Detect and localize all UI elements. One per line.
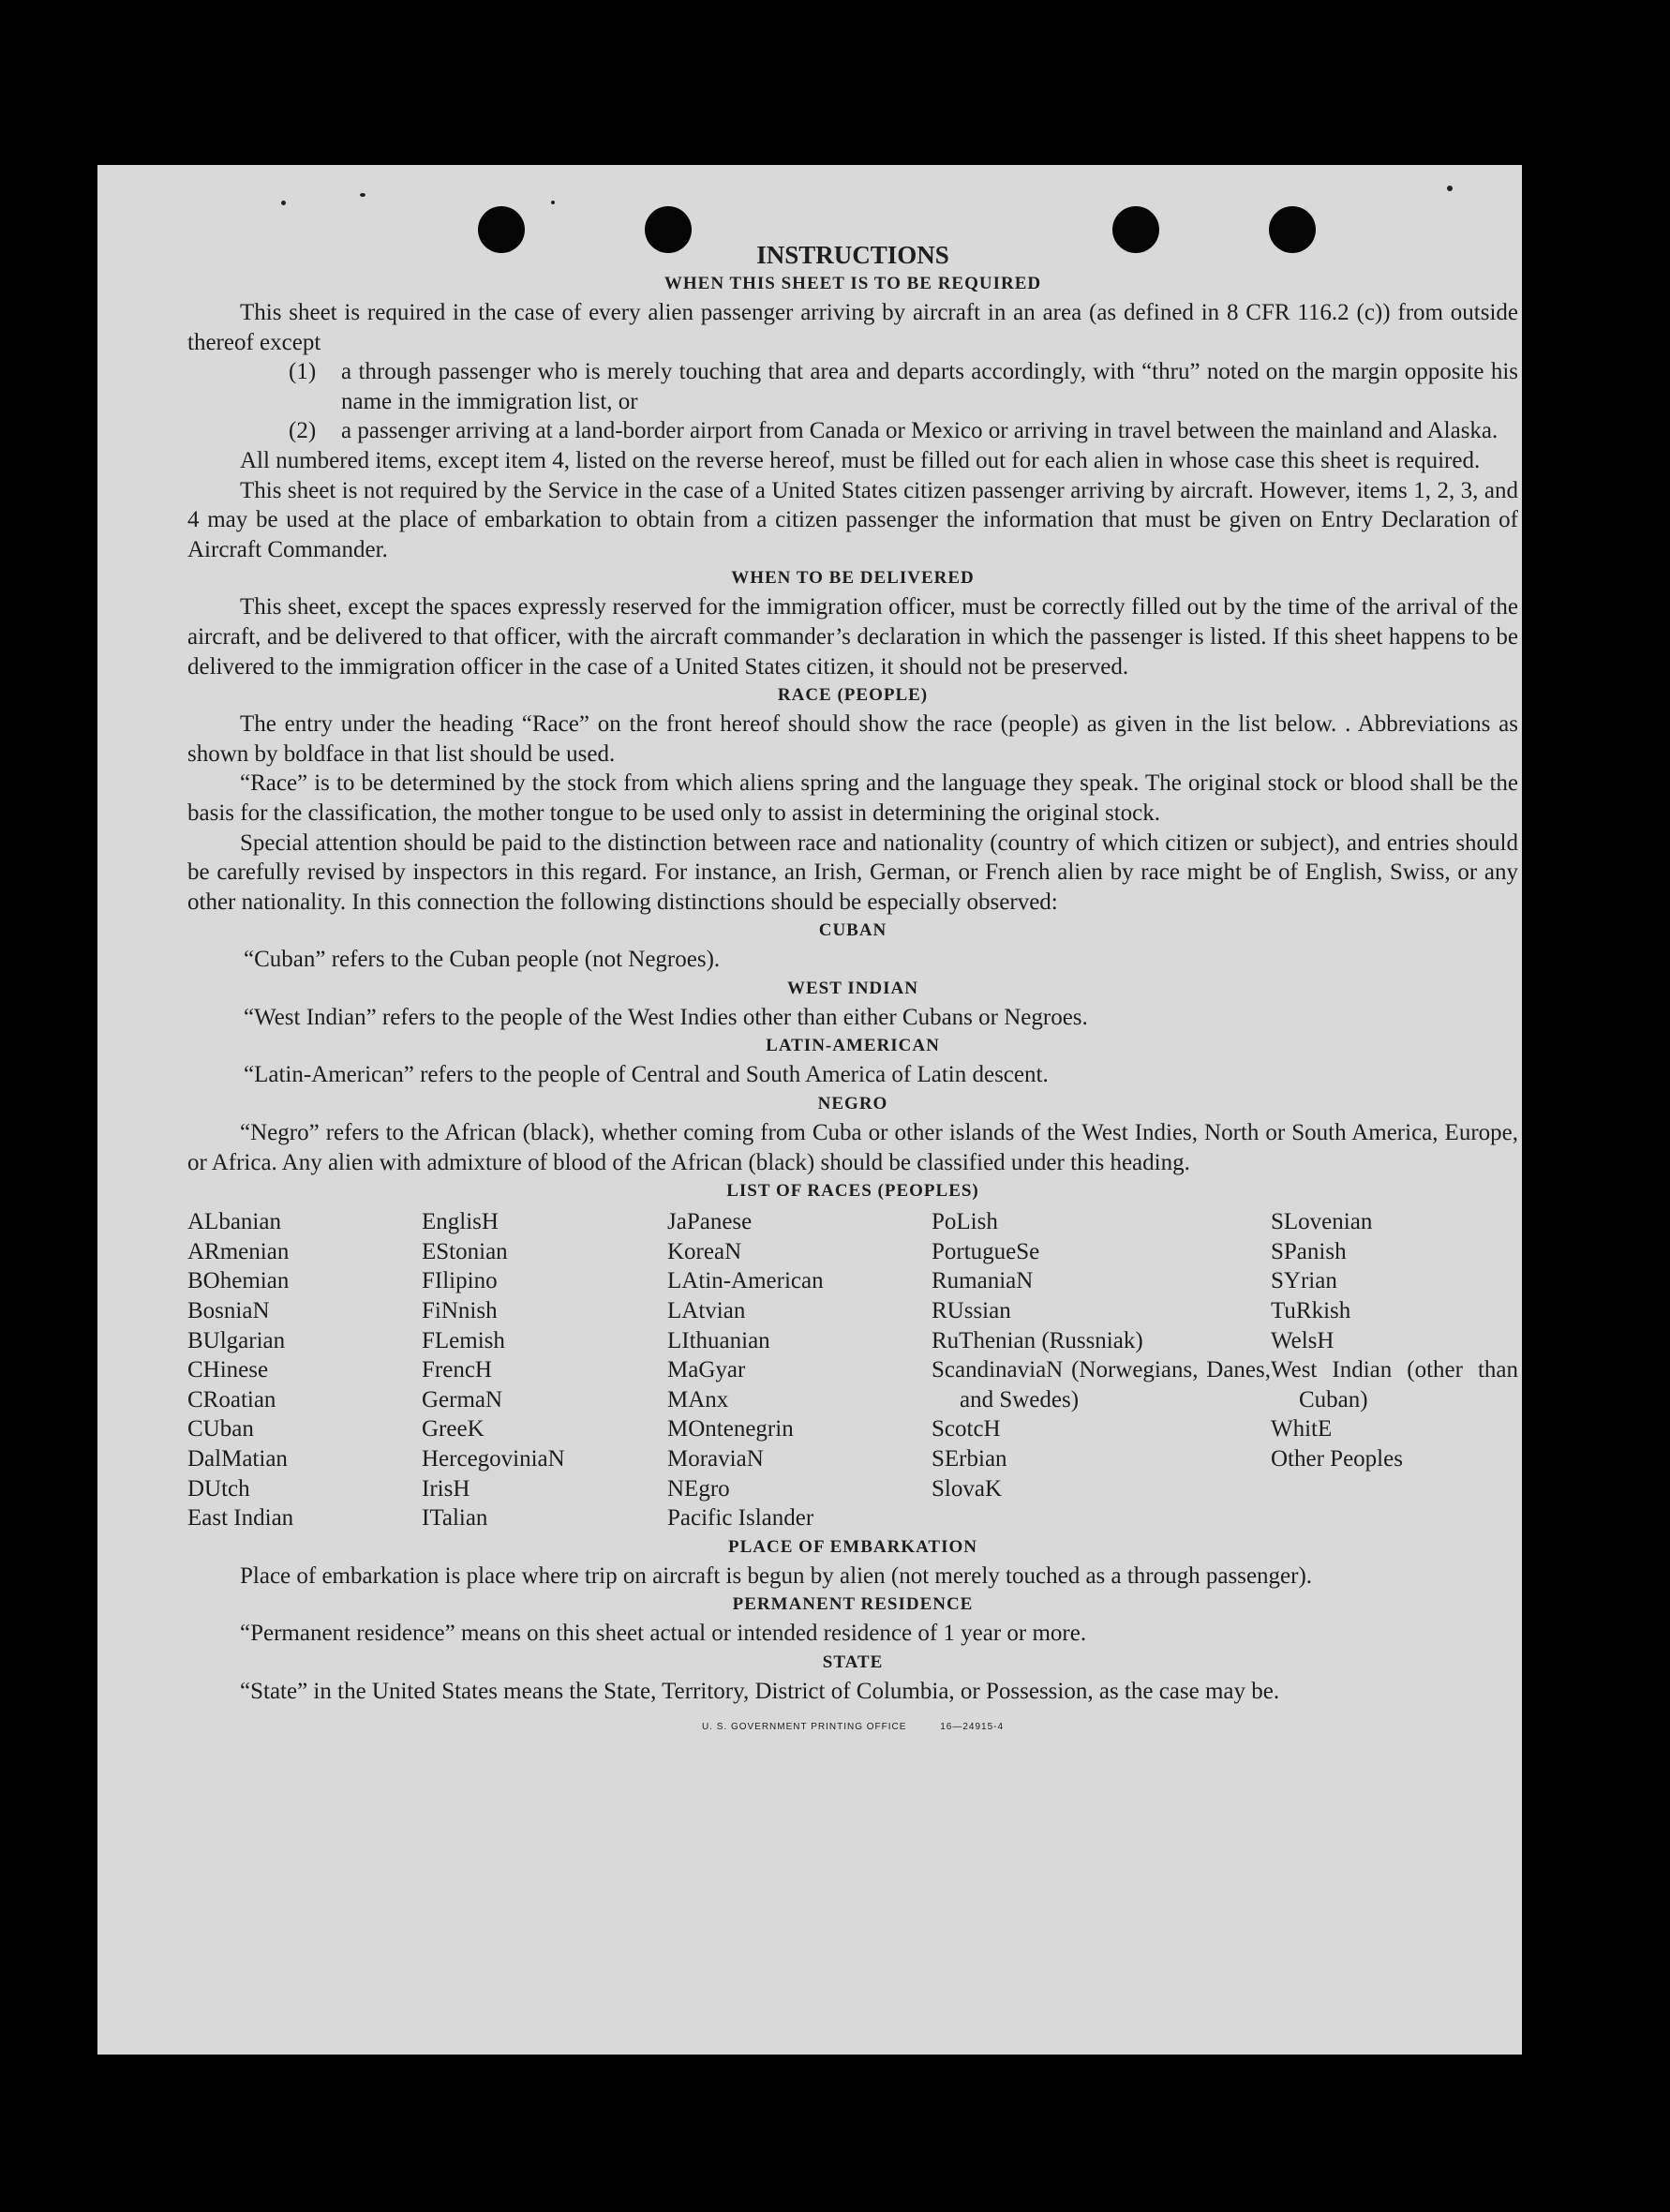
race-item: ITalian [422, 1505, 488, 1532]
paragraph: This sheet, except the spaces expressly reserved for the immigration officer, must be correctly filled out by the time of the arrival of the aircraft, and be delivered to that officer, with the aircraft commander’s declaration in which the passenger is listed. If this sheet happens to be delivered to the immigration officer in the case of a United States citizen, it should not be preserved. [187, 594, 1518, 680]
race-item: SYrian [1271, 1268, 1337, 1294]
printer-imprint [187, 1712, 1518, 1742]
race-item: West Indian (other than Cuban) [1271, 1357, 1518, 1412]
paragraph: Place of embarkation is place where trip on aircraft is begun by alien (not merely touched as a through passenger). [240, 1562, 1313, 1589]
item-number: (2) [289, 418, 317, 444]
speck [1447, 186, 1453, 191]
race-item: LIthuanian [667, 1327, 770, 1353]
item-number: (1) [289, 359, 317, 385]
definition-text: “West Indian” refers to the people of the West Indies other than either Cubans or Negroes. [244, 1004, 1088, 1030]
speck [281, 201, 286, 205]
paragraph: This sheet is required in the case of every alien passenger arriving by aircraft in an area (as defined in 8 CFR 116.2 (c)) from outside thereof except [187, 300, 1518, 355]
document-sheet [97, 165, 1522, 2055]
race-item: East Indian [187, 1505, 294, 1532]
races-list [187, 1207, 1518, 1533]
race-column [1271, 1207, 1518, 1533]
race-column [187, 1207, 422, 1533]
race-item: MaGyar [667, 1357, 746, 1383]
paragraph: “Permanent residence” means on this sheet actual or intended residence of 1 year or more. [240, 1621, 1087, 1647]
race-item: SLovenian [1271, 1209, 1373, 1235]
race-item: GreeK [422, 1416, 485, 1442]
list-item [289, 416, 1518, 446]
races-heading: LIST OF RACES (PEOPLES) [726, 1181, 979, 1202]
race-item: NEgro [667, 1475, 730, 1502]
race-item: EStonian [422, 1238, 508, 1264]
race-item: PortugueSe [932, 1238, 1040, 1264]
definition-heading: CUBAN [818, 920, 887, 941]
definition-text: “Latin-American” refers to the people of Central and South America of Latin descent. [244, 1062, 1049, 1088]
paragraph: Special attention should be paid to the distinction between race and nationality (country of which citizen or subject), and entries should be carefully revised by inspectors in this regard. For instance, an Irish, German, or French alien by race might be of English, Swiss, or any other nationality. In this connection the following distinctions should be especially observed: [187, 830, 1518, 915]
list-item [289, 357, 1518, 416]
race-item: CUban [187, 1416, 254, 1442]
paragraph: “Race” is to be determined by the stock from which aliens spring and the language they speak. The original stock or blood shall be the basis for the classification, the mother tongue to be used only to assist in determining the original stock. [187, 770, 1518, 826]
race-column [422, 1207, 667, 1533]
race-item: LAtvian [667, 1298, 746, 1324]
race-item: MoraviaN [667, 1446, 764, 1472]
printer-name: U. S. GOVERNMENT PRINTING OFFICE [701, 1721, 907, 1732]
race-item: RumaniaN [932, 1268, 1034, 1294]
paragraph: “State” in the United States means the State, Territory, District of Columbia, or Possession, as the case may be. [240, 1678, 1280, 1704]
race-item: GermaN [422, 1386, 503, 1412]
definition-text: “Negro” refers to the African (black), whether coming from Cuba or other islands of the West Indies, North or South America, Europe, or Africa. Any alien with admixture of blood of the African (black) should be classified under this heading. [187, 1120, 1518, 1175]
race-item: Other Peoples [1271, 1446, 1403, 1472]
race-item: ScotcH [932, 1416, 1001, 1442]
race-column [932, 1207, 1271, 1533]
definition-heading: NEGRO [817, 1094, 888, 1114]
item-text: a through passenger who is merely touching that area and departs accordingly, with “thru” noted on the margin opposite his name in the immigration list, or [341, 359, 1518, 414]
race-item: JaPanese [667, 1209, 753, 1235]
race-item: FrencH [422, 1357, 492, 1383]
race-item: BOhemian [187, 1268, 290, 1294]
race-item: SErbian [932, 1446, 1007, 1472]
race-item: IrisH [422, 1475, 470, 1502]
item-text: a passenger arriving at a land-border airport from Canada or Mexico or arriving in travel between the mainland and Alaska. [341, 418, 1499, 444]
race-item: WhitE [1271, 1416, 1333, 1442]
race-item: WelsH [1271, 1327, 1335, 1353]
race-item: BosniaN [187, 1298, 270, 1324]
section-heading: PLACE OF EMBARKATION [728, 1536, 977, 1557]
speck [360, 193, 365, 197]
paragraph: This sheet is not required by the Service in the case of a United States citizen passenger arriving by aircraft. However, items 1, 2, 3, and 4 may be used at the place of embarkation to obtain from a citizen passenger the information that must be given on Entry Declaration of Aircraft Commander. [187, 477, 1518, 562]
race-item: DUtch [187, 1475, 250, 1502]
race-item: SlovaK [932, 1475, 1002, 1502]
race-item: TuRkish [1271, 1298, 1351, 1324]
speck [551, 201, 555, 204]
section-heading: WHEN THIS SHEET IS TO BE REQUIRED [664, 274, 1042, 293]
race-item: RUssian [932, 1298, 1011, 1324]
race-item: LAtin-American [667, 1268, 824, 1294]
race-item: HercegoviniaN [422, 1446, 565, 1472]
paragraph: The entry under the heading “Race” on the front hereof should show the race (people) as given in the list below. . Abbreviations as shown by boldface in that list should be used. [187, 711, 1518, 767]
race-item: ARmenian [187, 1238, 290, 1264]
race-item: MAnx [667, 1386, 729, 1412]
race-item: CRoatian [187, 1386, 276, 1412]
section-heading: PERMANENT RESIDENCE [732, 1594, 974, 1615]
section-heading: STATE [822, 1652, 884, 1672]
race-item: EnglisH [422, 1209, 499, 1235]
race-item: FIlipino [422, 1268, 498, 1294]
printer-code: 16—24915-4 [940, 1721, 1005, 1732]
section-heading: RACE (PEOPLE) [777, 685, 929, 706]
race-column [667, 1207, 932, 1533]
paragraph: All numbered items, except item 4, listed on the reverse hereof, must be filled out for each alien in whose case this sheet is required. [240, 447, 1481, 473]
race-item: KoreaN [667, 1238, 742, 1264]
section-heading: WHEN TO BE DELIVERED [731, 568, 975, 589]
race-item: MOntenegrin [667, 1416, 794, 1442]
race-item: FiNnish [422, 1298, 498, 1324]
race-item: PoLish [932, 1209, 998, 1235]
definition-text: “Cuban” refers to the Cuban people (not Negroes). [244, 947, 721, 973]
definition-heading: WEST INDIAN [787, 978, 918, 998]
race-item: BUlgarian [187, 1327, 286, 1353]
race-item: ScandinaviaN (Norwegians, Danes, and Swedes) [932, 1357, 1271, 1412]
race-item: SPanish [1271, 1238, 1347, 1264]
race-item: RuThenian (Russniak) [932, 1327, 1143, 1353]
race-item: CHinese [187, 1357, 269, 1383]
race-item: ALbanian [187, 1209, 281, 1235]
race-item: Pacific Islander [667, 1505, 814, 1532]
page-title: INSTRUCTIONS [756, 241, 949, 269]
race-item: FLemish [422, 1327, 505, 1353]
definition-heading: LATIN-AMERICAN [766, 1036, 940, 1056]
document-content [187, 240, 1518, 1741]
race-item: DalMatian [187, 1446, 288, 1472]
